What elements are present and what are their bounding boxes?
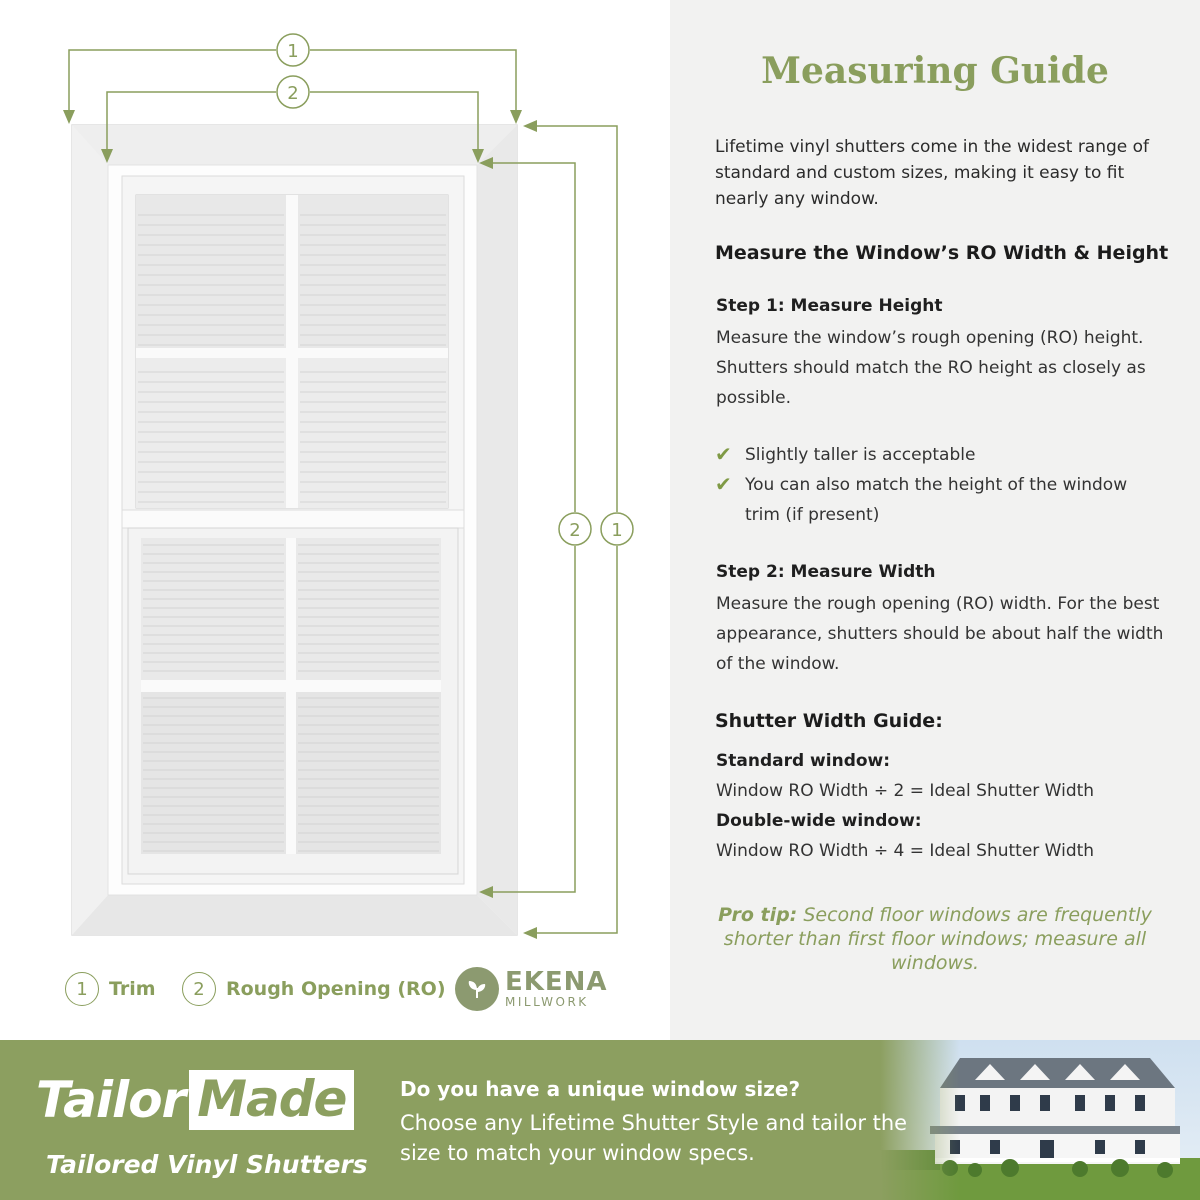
logo-tailor: Tailor xyxy=(36,1071,186,1129)
ekena-logo xyxy=(455,967,608,1011)
leaf-icon xyxy=(455,967,499,1011)
step2-title: Step 2: Measure Width xyxy=(716,562,936,582)
pro-tip xyxy=(700,903,1170,975)
check-text: You can also match the height of the window trim (if present) xyxy=(745,475,1128,525)
standard-window-label: Standard window: xyxy=(716,751,891,771)
legend-number: 1 xyxy=(65,972,99,1006)
window-diagram xyxy=(0,0,670,1040)
banner-question: Do you have a unique window size? xyxy=(400,1077,801,1101)
marker-ro-side xyxy=(559,513,591,545)
lower-left-top-pane xyxy=(141,538,286,680)
svg-text:1: 1 xyxy=(287,41,299,62)
check-icon: ✔ xyxy=(715,442,732,466)
check-icon: ✔ xyxy=(715,472,732,496)
intro-text: Lifetime vinyl shutters come in the widest range of standard and custom sizes, making it easy to fit nearly any window. xyxy=(715,137,1150,209)
legend-rough-opening xyxy=(182,972,446,1006)
width-guide-heading: Shutter Width Guide: xyxy=(715,710,943,732)
meeting-rail xyxy=(122,510,464,528)
banner-tagline: Tailored Vinyl Shutters xyxy=(46,1150,368,1179)
check-item xyxy=(715,470,1155,530)
step1-body: Measure the window’s rough opening (RO) height. Shutters should match the RO height as closely as possible. xyxy=(716,328,1146,408)
trim-left-bevel xyxy=(72,125,108,935)
step1-title: Step 1: Measure Height xyxy=(716,296,943,316)
marker-trim-top xyxy=(277,34,309,66)
svg-text:2: 2 xyxy=(287,83,299,104)
step2-body: Measure the rough opening (RO) width. For the best appearance, shutters should be about half the width of the window. xyxy=(716,594,1164,674)
arrow-down-icon xyxy=(510,110,522,124)
lower-muntin-vertical xyxy=(286,538,296,854)
brand-sub: MILLWORK xyxy=(505,995,589,1009)
svg-text:2: 2 xyxy=(569,520,581,541)
legend-number: 2 xyxy=(182,972,216,1006)
pro-tip-label: Pro tip: xyxy=(718,904,798,926)
legend-label: Trim xyxy=(109,978,156,1000)
double-window-formula: Window RO Width ÷ 4 = Ideal Shutter Width xyxy=(716,841,1095,861)
upper-left-bottom-pane xyxy=(136,358,286,508)
check-text: Slightly taller is acceptable xyxy=(745,445,976,465)
standard-window-formula: Window RO Width ÷ 2 = Ideal Shutter Width xyxy=(716,781,1095,801)
banner-description: Choose any Lifetime Shutter Style and tailor the size to match your window specs. xyxy=(400,1111,908,1165)
marker-ro-top xyxy=(277,76,309,108)
trim-bottom-bevel xyxy=(72,895,517,935)
logo-made: Made xyxy=(189,1070,354,1130)
trim-top-bevel xyxy=(72,125,517,165)
legend-trim xyxy=(65,972,156,1006)
trim-right-bevel xyxy=(477,125,517,935)
page-title: Measuring Guide xyxy=(761,50,1109,92)
measuring-guide-panel xyxy=(670,0,1200,1040)
house-photo xyxy=(880,1040,1200,1200)
double-window-label: Double-wide window: xyxy=(716,811,922,831)
arrow-down-icon xyxy=(63,110,75,124)
arrow-left-icon xyxy=(523,927,537,939)
svg-text:1: 1 xyxy=(611,520,623,541)
upper-right-bottom-pane xyxy=(298,358,448,508)
legend-label: Rough Opening (RO) xyxy=(226,978,446,1000)
lower-right-top-pane xyxy=(296,538,441,680)
arrow-left-icon xyxy=(523,120,537,132)
tailor-made-logo xyxy=(36,1070,354,1130)
pro-tip-text: Second floor windows are frequently shorter than first floor windows; measure all windows. xyxy=(723,904,1152,974)
check-item xyxy=(715,440,1155,470)
upper-muntin-horizontal xyxy=(136,348,448,358)
brand-name: EKENA xyxy=(505,967,608,997)
marker-trim-side xyxy=(601,513,633,545)
section-heading: Measure the Window’s RO Width & Height xyxy=(715,242,1169,264)
lower-muntin-horizontal xyxy=(141,680,441,692)
window-diagram-panel xyxy=(0,0,670,1040)
